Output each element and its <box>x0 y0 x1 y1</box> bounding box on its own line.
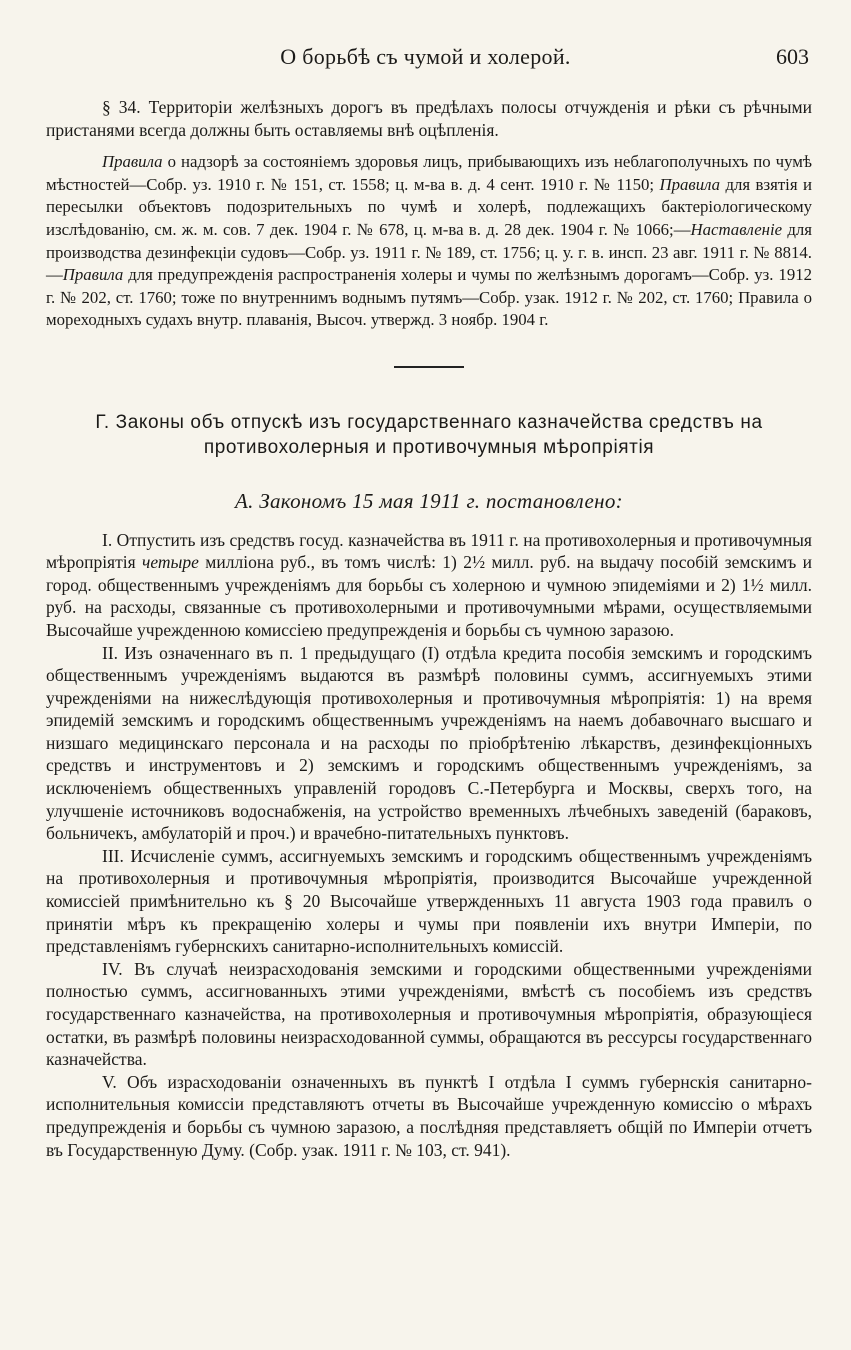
ref-text-2: для взятія и пересылки объектовъ подозрительныхъ по чумѣ и холерѣ, подлежащихъ бактеріологическому изслѣдованію, см. ж. м. сов. 7 дек. 1904 г. № 678, ц. м-ва в. д. 28 дек. 1904 г. № 1066;— <box>46 174 812 239</box>
article-3-paragraph: III. Исчисленіе суммъ, ассигнуемыхъ земскимъ и городскимъ общественнымъ учрежденіямъ на противохолерныя и противочумныя мѣропріятія, производится Высочайше учрежденной комиссіей примѣнительно къ § 20 Высочайше утвержденныхъ 11 августа 1903 года правилъ о принятіи мѣръ къ прекращенію холеры и чумы при появленіи ихъ внутри Имперіи, по представленіямъ губернскихъ санитарно-исполнительныхъ комиссій. <box>46 845 812 957</box>
ref-label-1: Правила <box>102 152 163 172</box>
running-title: О борьбѣ съ чумой и холерой. <box>280 44 571 69</box>
section-divider <box>394 366 464 368</box>
references-paragraph <box>46 151 812 332</box>
section-g-heading-line-1: Г. Законы объ отпускѣ изъ государственнаго казначейства средствъ на <box>95 411 763 433</box>
section-g-heading-line-2: противохолерныя и противочумныя мѣропріятія <box>203 436 655 458</box>
article-5-paragraph: V. Объ израсходованіи означенныхъ въ пунктѣ I отдѣла I суммъ губернскія санитарно-исполнительныя комиссіи представляютъ отчеты въ Высочайше учрежденную комиссію о мѣрахъ предупрежденія и борьбы съ чумною заразою, а послѣдняя представляетъ общій по Имперіи отчетъ въ Государственную Думу. (Собр. узак. 1911 г. № 103, ст. 941). <box>46 1071 812 1160</box>
section-g-heading <box>46 410 812 460</box>
article-1-text-a: I. Отпустить изъ средствъ госуд. казначейства въ 1911 г. на противохолерныя и противочумныя мѣропріятія <box>46 529 812 573</box>
ref-label-2: Правила <box>659 174 721 194</box>
article-1-paragraph <box>46 529 812 642</box>
article-2-paragraph: II. Изъ означеннаго въ п. 1 предыдущаго (I) отдѣла кредита пособія земскимъ и городскимъ общественнымъ учрежденіямъ выдаются въ размѣрѣ половины суммъ, ассигнуемыхъ этими учрежденіями на нижеслѣдующія противохолерныя и противочумныя мѣропріятія: 1) на время эпидемій земскимъ и городскимъ общественнымъ учрежденіямъ на наемъ добавочнаго высшаго и низшаго медицинскаго персонала и на расходы по пріобрѣтенію лѣкарствъ, дезинфекціонныхъ средствъ и инструментовъ и 2) земскимъ и городскимъ общественнымъ учрежденіямъ, за исключеніемъ общественныхъ управленій городовъ С.-Петербурга и Москвы, сверхъ того, на улучшеніе источниковъ водоснабженія, на устройство временныхъ лѣчебныхъ заведеній (бараковъ, больничекъ, амбулаторій и проч.) и врачебно-питательныхъ пунктовъ. <box>46 642 812 844</box>
ref-text-1: о надзорѣ за состояніемъ здоровья лицъ, прибывающихъ изъ неблагополучныхъ по чумѣ мѣстностей—Собр. уз. 1910 г. № 151, ст. 1558; ц. м-ва в. д. 4 сент. 1910 г. № 1150; <box>46 152 812 194</box>
ref-label-4: Правила <box>62 265 124 285</box>
ref-text-3: для производства дезинфекціи судовъ—Собр. уз. 1911 г. № 189, ст. 1756; ц. у. г. в. инсп. 23 авг. 1911 г. № 8814.— <box>46 219 812 285</box>
page-body <box>46 96 812 1161</box>
article-4-paragraph: IV. Въ случаѣ неизрасходованія земскими и городскими общественными учрежденіями полностью суммъ, ассигнованныхъ этими учрежденіями, вмѣстѣ съ пособіемъ изъ средствъ государственнаго казначейства, на противохолерныя и противочумныя мѣропріятія, образующіеся остатки, въ размѣрѣ половины неизрасходованной суммы, обращаются въ рессурсы государственнаго казначейства. <box>46 958 812 1070</box>
running-header <box>0 44 851 76</box>
ref-text-4: для предупрежденія распространенія холеры и чумы по желѣзнымъ дорогамъ—Собр. уз. 1912 г. № 202, ст. 1760; тоже по внутреннимъ воднымъ путямъ—Собр. узак. 1912 г. № 202, ст. 1760; Правила о мореходныхъ судахъ внутр. плаванія, Высоч. утвержд. 3 ноябр. 1904 г. <box>46 265 812 330</box>
article-1-text-b: милліона руб., въ томъ числѣ: 1) 2½ милл. руб. на выдачу пособій земскимъ и город. общественнымъ учрежденіямъ для борьбы съ холерною и чумною эпидеміями и 2) 1½ милл. руб. на расходы, связанные съ противохолерными и противочумными мѣрами, осуществляемыми Высочайше учрежденною комиссіею предупрежденія и борьбы съ чумною заразою. <box>46 552 812 640</box>
ref-label-3: Наставленіе <box>690 219 783 239</box>
section-34-paragraph: § 34. Территоріи желѣзныхъ дорогъ въ предѣлахъ полосы отчужденія и рѣки съ рѣчными пристанями всегда должны быть оставляемы внѣ оцѣпленія. <box>46 97 812 140</box>
page-number: 603 <box>776 44 809 69</box>
law-subtitle: А. Закономъ 15 мая 1911 г. постановлено: <box>235 488 623 513</box>
article-1-emphasis: четыре <box>142 552 199 573</box>
